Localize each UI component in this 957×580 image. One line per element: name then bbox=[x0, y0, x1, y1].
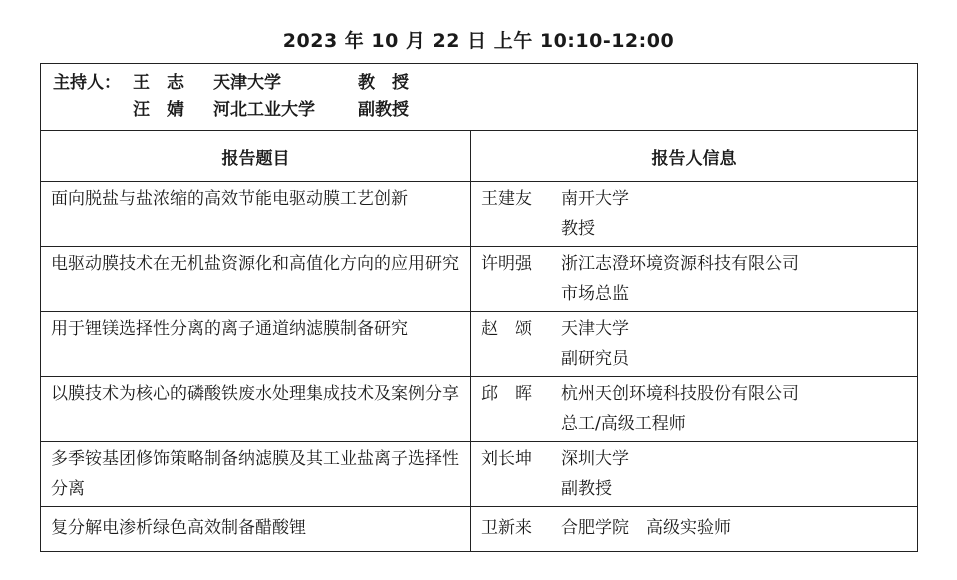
speaker-cell bbox=[471, 182, 918, 247]
speaker-info bbox=[561, 314, 907, 374]
speaker-position: 副研究员 bbox=[561, 349, 629, 369]
topic-cell bbox=[41, 247, 471, 312]
table-row bbox=[41, 247, 918, 312]
host-name: 王 志 bbox=[133, 73, 184, 93]
speaker-cell bbox=[471, 507, 918, 552]
speaker-org: 深圳大学 bbox=[561, 449, 629, 469]
topic-cell bbox=[41, 312, 471, 377]
host-line bbox=[53, 97, 905, 124]
topic-cell bbox=[41, 182, 471, 247]
speaker-cell bbox=[471, 312, 918, 377]
speaker-position: 教授 bbox=[561, 219, 595, 239]
speaker-position: 总工/高级工程师 bbox=[561, 414, 686, 434]
speaker-info: 合肥学院 高级实验师 bbox=[561, 518, 731, 538]
host-line bbox=[53, 70, 905, 97]
host-name: 汪 婧 bbox=[133, 100, 184, 120]
speaker-name: 赵 颂 bbox=[481, 319, 532, 339]
col-header-topic: 报告题目 bbox=[41, 131, 471, 182]
table-row bbox=[41, 507, 918, 552]
host-unit: 天津大学 bbox=[213, 73, 281, 93]
hosts-label-spacer bbox=[53, 97, 133, 124]
hosts-cell bbox=[41, 64, 918, 131]
speaker-cell bbox=[471, 377, 918, 442]
host-title: 教 授 bbox=[358, 73, 409, 93]
table-row bbox=[41, 312, 918, 377]
topic-text: 用于锂镁选择性分离的离子通道纳滤膜制备研究 bbox=[51, 319, 408, 339]
speaker-name: 刘长坤 bbox=[481, 449, 532, 469]
speaker-cell bbox=[471, 442, 918, 507]
host-unit: 河北工业大学 bbox=[213, 100, 315, 120]
speaker-org: 杭州天创环境科技股份有限公司 bbox=[561, 384, 799, 404]
speaker-org: 天津大学 bbox=[561, 319, 629, 339]
topic-text: 电驱动膜技术在无机盐资源化和高值化方向的应用研究 bbox=[51, 254, 459, 274]
hosts-label: 主持人： bbox=[53, 73, 121, 93]
topic-cell bbox=[41, 442, 471, 507]
topic-text: 多季铵基团修饰策略制备纳滤膜及其工业盐离子选择性分离 bbox=[51, 449, 459, 499]
hosts-row bbox=[41, 64, 918, 131]
speaker-name: 卫新来 bbox=[481, 518, 532, 538]
session-time-title: 2023 年 10 月 22 日 上午 10:10-12:00 bbox=[282, 30, 675, 52]
speaker-name: 许明强 bbox=[481, 254, 532, 274]
col-header-speaker: 报告人信息 bbox=[471, 131, 918, 182]
hosts-block bbox=[41, 64, 917, 130]
speaker-info bbox=[561, 184, 907, 244]
topic-cell bbox=[41, 377, 471, 442]
speaker-info bbox=[561, 444, 907, 504]
topic-text: 复分解电渗析绿色高效制备醋酸锂 bbox=[51, 518, 306, 538]
speaker-block bbox=[471, 182, 917, 246]
schedule-table bbox=[40, 63, 918, 552]
table-row bbox=[41, 377, 918, 442]
topic-cell bbox=[41, 507, 471, 552]
table-row bbox=[41, 442, 918, 507]
speaker-org: 南开大学 bbox=[561, 189, 629, 209]
speaker-info bbox=[561, 249, 907, 309]
speaker-block bbox=[471, 442, 917, 506]
speaker-block bbox=[471, 312, 917, 376]
topic-text: 以膜技术为核心的磷酸铁废水处理集成技术及案例分享 bbox=[51, 384, 459, 404]
header-row bbox=[41, 131, 918, 182]
speaker-block bbox=[471, 247, 917, 311]
speaker-position: 副教授 bbox=[561, 479, 612, 499]
speaker-info bbox=[561, 379, 907, 439]
topic-text: 面向脱盐与盐浓缩的高效节能电驱动膜工艺创新 bbox=[51, 189, 408, 209]
speaker-block bbox=[471, 507, 917, 545]
speaker-block bbox=[471, 377, 917, 441]
host-title: 副教授 bbox=[358, 100, 409, 120]
speaker-org: 浙江志澄环境资源科技有限公司 bbox=[561, 254, 799, 274]
speaker-cell bbox=[471, 247, 918, 312]
table-row bbox=[41, 182, 918, 247]
speaker-position: 市场总监 bbox=[561, 284, 629, 304]
speaker-name: 邱 晖 bbox=[481, 384, 532, 404]
speaker-name: 王建友 bbox=[481, 189, 532, 209]
